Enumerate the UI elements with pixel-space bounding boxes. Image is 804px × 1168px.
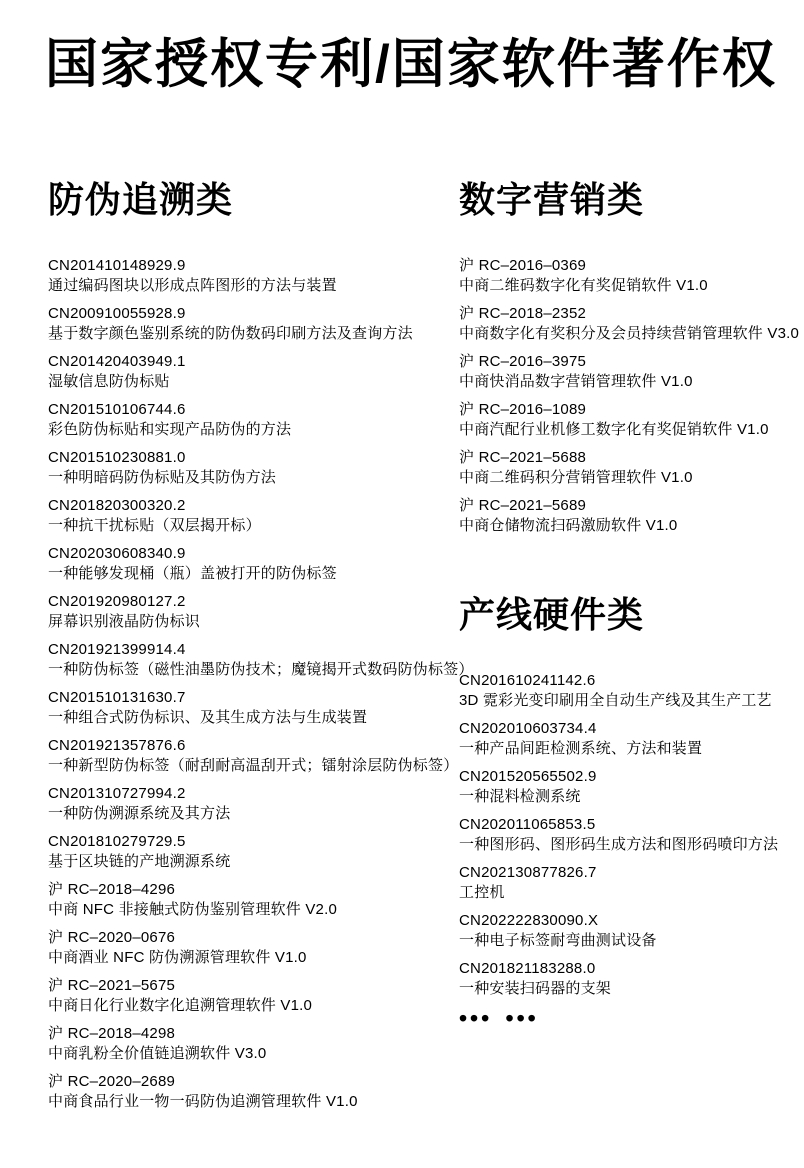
list-item	[459, 448, 804, 488]
section-items	[459, 671, 804, 999]
patent-code: CN202130877826.7	[459, 864, 597, 881]
list-item	[459, 400, 804, 440]
column-left	[48, 178, 474, 1120]
section-anti-counterfeit-traceability	[48, 178, 474, 1112]
patent-title: 一种明暗码防伪标贴及其防伪方法	[48, 469, 277, 486]
patent-title: 中商二维码积分营销管理软件 V1.0	[459, 469, 693, 486]
patent-title: 湿敏信息防伪标贴	[48, 373, 170, 390]
patent-code: 沪 RC–2020–2689	[48, 1073, 176, 1090]
patent-title: 3D 霓彩光变印刷用全自动生产线及其生产工艺	[459, 692, 772, 709]
patent-code: 沪 RC–2016–0369	[459, 257, 587, 274]
patent-code: 沪 RC–2018–2352	[459, 305, 587, 322]
patent-code: CN201610241142.6	[459, 672, 596, 689]
patent-code: CN201310727994.2	[48, 785, 186, 802]
section-heading: 防伪追溯类	[48, 179, 234, 220]
patent-title: 中商仓储物流扫码激励软件 V1.0	[459, 517, 678, 534]
list-item	[48, 976, 460, 1016]
patent-code: CN200910055928.9	[48, 305, 186, 322]
patent-title: 一种抗干扰标贴（双层揭开标）	[48, 517, 261, 534]
list-item	[48, 256, 460, 296]
patent-code: 沪 RC–2021–5688	[459, 449, 587, 466]
list-item	[48, 928, 460, 968]
more-items-ellipsis: ••• •••	[459, 1005, 539, 1031]
list-item	[459, 304, 804, 344]
patent-code: 沪 RC–2018–4296	[48, 881, 176, 898]
list-item	[48, 496, 460, 536]
section-items	[48, 256, 474, 1112]
patent-title: 中商日化行业数字化追溯管理软件 V1.0	[48, 997, 313, 1014]
list-item	[459, 959, 804, 999]
list-item	[48, 832, 460, 872]
patent-title: 中商酒业 NFC 防伪溯源管理软件 V1.0	[48, 949, 307, 966]
list-item	[48, 448, 460, 488]
patent-code: CN201510230881.0	[48, 449, 186, 466]
patent-title: 一种图形码、图形码生成方法和图形码喷印方法	[459, 836, 779, 853]
patent-code: CN201921399914.4	[48, 641, 186, 658]
patent-title: 中商 NFC 非接触式防伪鉴别管理软件 V2.0	[48, 901, 337, 918]
list-item	[48, 400, 460, 440]
patent-code: 沪 RC–2016–1089	[459, 401, 587, 418]
section-digital-marketing	[459, 178, 804, 536]
section-production-line-hardware	[459, 593, 804, 999]
list-item	[459, 719, 804, 759]
patent-code: CN202010603734.4	[459, 720, 597, 737]
patent-code: 沪 RC–2018–4298	[48, 1025, 176, 1042]
patent-code: 沪 RC–2021–5689	[459, 497, 587, 514]
patent-title: 中商快消品数字营销管理软件 V1.0	[459, 373, 693, 390]
patent-title: 一种新型防伪标签（耐刮耐高温刮开式；镭射涂层防伪标签）	[48, 757, 459, 774]
patent-title: 一种电子标签耐弯曲测试设备	[459, 932, 657, 949]
list-item	[459, 911, 804, 951]
patent-title: 基于区块链的产地溯源系统	[48, 853, 231, 870]
section-heading: 数字营销类	[459, 179, 645, 220]
section-items	[459, 256, 804, 536]
list-item	[459, 671, 804, 711]
patent-code: CN201510106744.6	[48, 401, 186, 418]
patent-title: 一种能够发现桶（瓶）盖被打开的防伪标签	[48, 565, 337, 582]
patent-title: 中商数字化有奖积分及会员持续营销管理软件 V3.0	[459, 325, 800, 342]
patent-code: CN201410148929.9	[48, 257, 186, 274]
list-item	[459, 352, 804, 392]
list-item	[459, 767, 804, 807]
patent-title: 屏幕识别液晶防伪标识	[48, 613, 201, 630]
patent-code: CN201820300320.2	[48, 497, 186, 514]
column-right	[459, 178, 804, 1031]
patent-code: CN202011065853.5	[459, 816, 596, 833]
list-item	[459, 256, 804, 296]
patent-title: 一种防伪标签（磁性油墨防伪技术；魔镜揭开式数码防伪标签）	[48, 661, 474, 678]
patent-title: 工控机	[459, 884, 505, 901]
patent-title: 一种产品间距检测系统、方法和装置	[459, 740, 703, 757]
patent-title: 基于数字颜色鉴别系统的防伪数码印刷方法及查询方法	[48, 325, 413, 342]
patent-title: 中商汽配行业机修工数字化有奖促销软件 V1.0	[459, 421, 769, 438]
list-item	[48, 544, 460, 584]
patent-title: 一种安装扫码器的支架	[459, 980, 612, 997]
patent-code: 沪 RC–2021–5675	[48, 977, 176, 994]
list-item	[459, 496, 804, 536]
patent-title: 一种防伪溯源系统及其方法	[48, 805, 231, 822]
patent-title: 一种组合式防伪标识、及其生成方法与生成装置	[48, 709, 368, 726]
list-item	[459, 863, 804, 903]
patent-title: 中商食品行业一物一码防伪追溯管理软件 V1.0	[48, 1093, 358, 1110]
list-item	[48, 736, 460, 776]
patent-code: CN201520565502.9	[459, 768, 597, 785]
patent-title: 通过编码图块以形成点阵图形的方法与装置	[48, 277, 337, 294]
list-item	[48, 688, 460, 728]
patent-title: 中商乳粉全价值链追溯软件 V3.0	[48, 1045, 267, 1062]
list-item	[48, 640, 474, 680]
section-heading: 产线硬件类	[459, 594, 645, 635]
patent-code: CN201821183288.0	[459, 960, 596, 977]
list-item	[48, 880, 460, 920]
list-item	[48, 304, 460, 344]
patent-code: CN202222830090.X	[459, 912, 599, 929]
list-item	[48, 784, 460, 824]
patent-code: CN201810279729.5	[48, 833, 186, 850]
patent-code: CN201420403949.1	[48, 353, 186, 370]
patent-code: CN201921357876.6	[48, 737, 186, 754]
patent-code: CN201510131630.7	[48, 689, 186, 706]
patent-code: CN201920980127.2	[48, 593, 186, 610]
patent-title: 彩色防伪标贴和实现产品防伪的方法	[48, 421, 292, 438]
patent-title: 一种混料检测系统	[459, 788, 581, 805]
patent-code: 沪 RC–2020–0676	[48, 929, 176, 946]
patent-title: 中商二维码数字化有奖促销软件 V1.0	[459, 277, 708, 294]
list-item	[48, 1072, 460, 1112]
patent-code: 沪 RC–2016–3975	[459, 353, 587, 370]
patent-code: CN202030608340.9	[48, 545, 186, 562]
page-title: 国家授权专利/国家软件著作权	[45, 35, 777, 94]
list-item	[48, 352, 460, 392]
list-item	[459, 815, 804, 855]
list-item	[48, 592, 460, 632]
list-item	[48, 1024, 460, 1064]
